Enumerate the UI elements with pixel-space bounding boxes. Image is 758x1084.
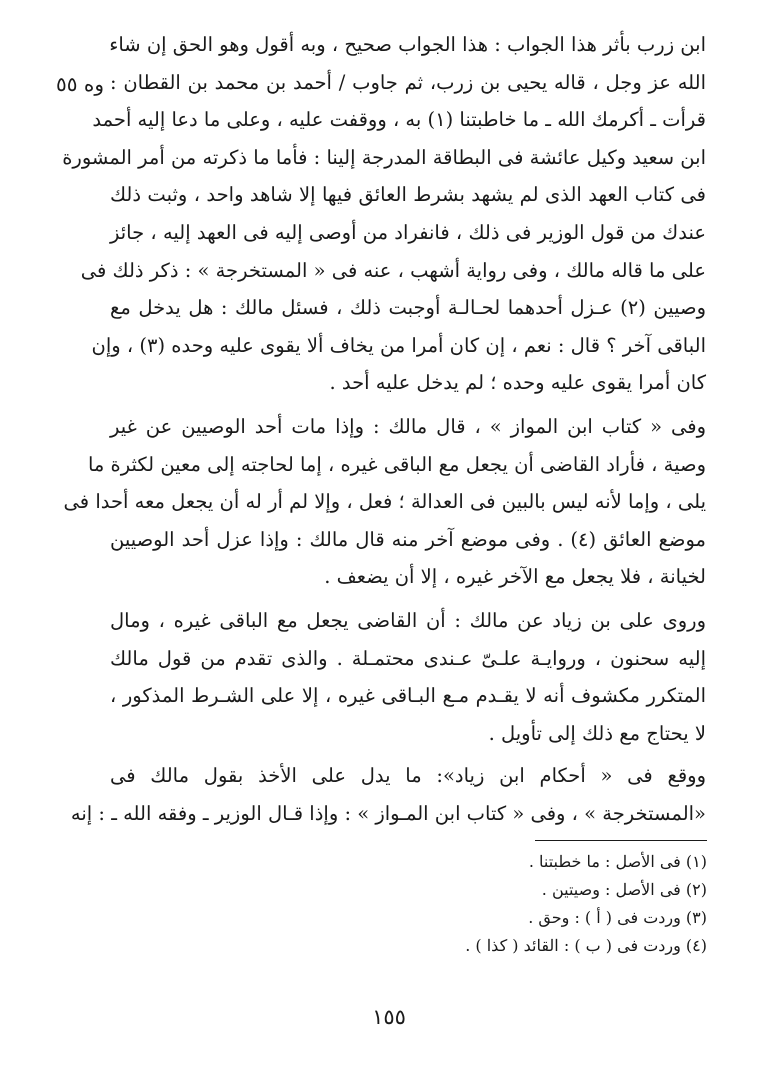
text-line: يلى ، وإما لأنه ليس بالبين فى العدالة ؛ فعل ، وإلا لم أر له أن يجعل معه أحدا فى <box>63 490 706 514</box>
text-line: «المستخرجة » ، وفى « كتاب ابن المـواز » : وإذا قـال الوزير ـ وفقه الله ـ : إنه <box>70 801 706 825</box>
text-line: موضع العائق (٤) . وفى موضع آخر منه قال مالك : وإذا عزل أحد الوصيين <box>110 527 706 551</box>
text-line: الباقى آخر ؟ قال : نعم ، إن كان أمرا من يخاف ألا يقوى عليه وحده (٣) ، وإن <box>91 333 706 357</box>
footnote: (٤) وردت فى ( ب ) : القائد ( كذا ) . <box>465 936 707 955</box>
text-line: فى كتاب العهد الذى لم يشهد بشرط العائق فيها إلا شاهد واحد ، وثبت ذلك <box>110 183 706 207</box>
footnote: (٣) وردت فى ( أ ) : وحق . <box>528 908 707 927</box>
footnote: (٢) فى الأصل : وصيتين . <box>541 880 707 899</box>
text-line: ووقع فى « أحكام ابن زياد»: ما يدل على الأخذ بقول مالك فى <box>110 764 706 787</box>
page-number: ١٥٥ <box>372 1005 406 1029</box>
text-line: وروى على بن زياد عن مالك : أن القاضى يجعل مع الباقى غيره ، ومال <box>110 609 706 632</box>
text-line: الله عز وجل ، قاله يحيى بن زرب، ثم جاوب / أحمد بن محمد بن القطان : <box>110 70 706 94</box>
text-line: كان أمرا يقوى عليه وحده ؛ لم يدخل عليه أحد . <box>329 371 706 395</box>
text-line: لخيانة ، فلا يجعل مع الآخر غيره ، إلا أن يضعف . <box>324 565 706 589</box>
paragraph-2 <box>63 408 706 596</box>
paragraph-4 <box>70 757 706 832</box>
margin-reference-number: وه ٥٥ <box>56 72 104 96</box>
text-line: وصيين (٢) عـزل أحدهما لحـالـة أوجبت ذلك ، فسئل مالك : هل يدخل مع <box>110 296 706 320</box>
text-line: ابن سعيد وكيل عائشة فى البطاقة المدرجة إلينا : فأما ما ذكرته من أمر المشورة <box>62 145 706 169</box>
text-line: المتكرر مكشوف أنه لا يقـدم مـع البـاقى غيره ، إلا على الشـرط المذكور ، <box>110 684 706 708</box>
footnote-divider <box>535 840 707 841</box>
text-line: إليه سحنون ، وروايـة علـىّ عـندى محتمـلة . والذى تقدم من قول مالك <box>110 646 706 670</box>
text-line: وصية ، فأراد القاضى أن يجعل مع الباقى غيره ، إما لحاجته إلى معين لكثرة ما <box>87 452 706 476</box>
text-line: ابن زرب بأثر هذا الجواب : هذا الجواب صحيح ، وبه أقول وهو الحق إن شاء <box>109 33 706 56</box>
text-line: لا يحتاج مع ذلك إلى تأويل . <box>488 721 706 745</box>
paragraph-3 <box>110 602 706 752</box>
text-line: عندك من قول الوزير فى ذلك ، فانفراد من أوصى إليه فى العهد إليه ، جائز <box>110 220 706 244</box>
footnotes <box>300 848 707 960</box>
text-line: على ما قاله مالك ، وفى رواية أشهب ، عنه فى « المستخرجة » : ذكر ذلك فى <box>80 258 706 282</box>
footnote: (١) فى الأصل : ما خطبتنا . <box>528 852 707 871</box>
text-line: قرأت ـ أكرمك الله ـ ما خاطبتنا (١) به ، ووقفت عليه ، وعلى ما دعا إليه أحمد <box>92 108 706 132</box>
text-line: وفى « كتاب ابن المواز » ، قال مالك : وإذا مات أحد الوصيين عن غير <box>110 415 706 438</box>
